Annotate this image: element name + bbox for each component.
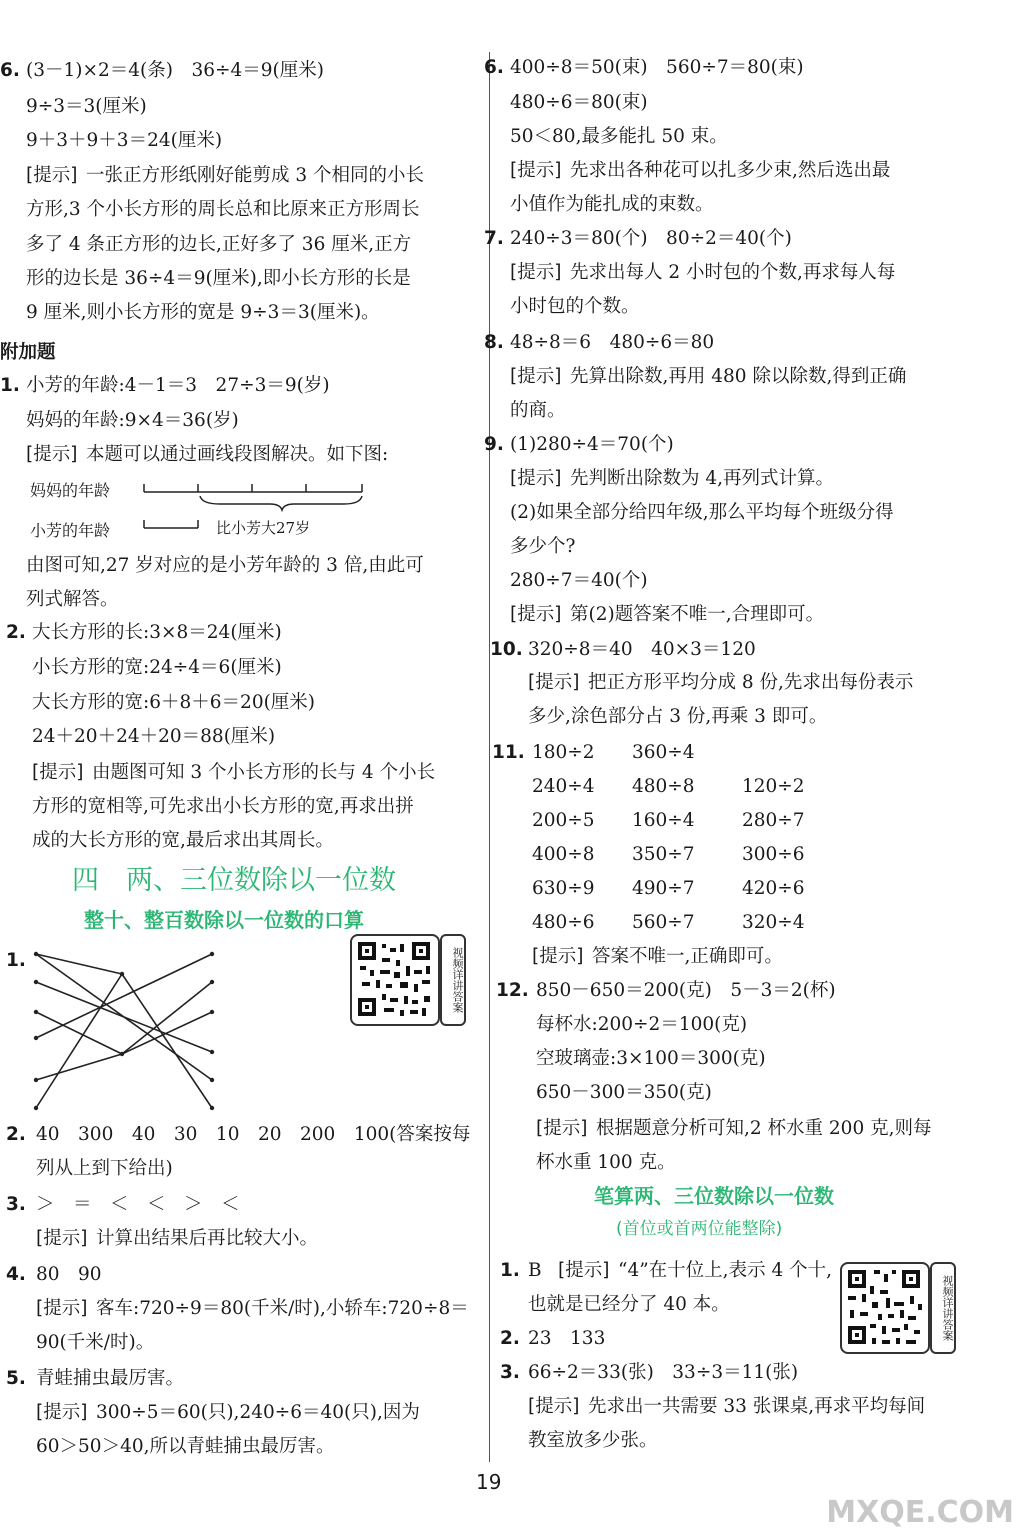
diagram-brace-label: 比小芳大27岁	[216, 519, 311, 537]
hint-line: 教室放多少张。	[528, 1430, 658, 1451]
question-number: 6.	[484, 57, 504, 78]
hint-line: 多少,涂色部分占 3 份,再乘 3 即可。	[528, 706, 828, 727]
answer-line: B	[528, 1260, 542, 1281]
qr-code	[840, 1262, 930, 1354]
answer-line: 小长方形的宽:24÷4＝6(厘米)	[32, 657, 282, 678]
hint-line: 由题图可知 3 个小长方形的长与 4 个小长	[92, 762, 436, 783]
hint-line: “4”在十位上,表示 4 个十,	[618, 1260, 832, 1281]
hint-line: 一张正方形纸刚好能剪成 3 个相同的小长	[86, 165, 425, 186]
hint-line: 90(千米/时)。	[36, 1332, 155, 1353]
hint-line: 方形,3 个小长方形的周长总和比原来正方形周长	[26, 199, 420, 220]
answer-line: 妈妈的年龄:9×4＝36(岁)	[26, 410, 239, 431]
expression-cell: 160÷4	[632, 810, 695, 831]
expression-cell: 350÷7	[632, 844, 695, 865]
answer-line: 列从上到下给出)	[36, 1158, 173, 1179]
answer-line: 小芳的年龄:4－1＝3 27÷3＝9(岁)	[26, 375, 330, 396]
hint-line: 也就是已经分了 40 本。	[528, 1294, 730, 1315]
expression-cell: 480÷8	[632, 776, 695, 797]
answer-line: 240÷3＝80(个) 80÷2＝40(个)	[510, 228, 792, 249]
answer-line: 50＜80,最多能扎 50 束。	[510, 126, 728, 147]
question-number: 11.	[492, 742, 525, 763]
answer-line: 850－650＝200(克) 5－3＝2(杯)	[536, 980, 836, 1001]
hint-tag: [提示]	[26, 165, 78, 186]
question-number: 3.	[6, 1194, 26, 1215]
section-subtitle: (首位或首两位能整除)	[616, 1219, 783, 1239]
question-number: 9.	[484, 434, 504, 455]
question-number: 2.	[500, 1328, 520, 1349]
expression-cell: 180÷2	[532, 742, 595, 763]
answer-line: 650－300＝350(克)	[536, 1082, 712, 1103]
hint-line: 先求出每人 2 小时包的个数,再求每人每	[570, 262, 896, 283]
hint-tag: [提示]	[510, 366, 562, 387]
hint-line: 把正方形平均分成 8 份,先求出每份表示	[588, 672, 914, 693]
question-number: 10.	[490, 639, 523, 660]
answer-line: 66÷2＝33(张) 33÷3＝11(张)	[528, 1362, 799, 1383]
hint-line: 答案不唯一,正确即可。	[592, 946, 783, 967]
answer-line: 320÷8＝40 40×3＝120	[528, 639, 756, 660]
hint-tag: [提示]	[32, 762, 84, 783]
answer-line: 9＋3＋9＋3＝24(厘米)	[26, 130, 223, 151]
question-number: 1.	[500, 1260, 520, 1281]
answer-line: 24＋20＋24＋20＝88(厘米)	[32, 726, 276, 747]
diagram-label-fang: 小芳的年龄	[30, 521, 111, 540]
hint-line: 成的大长方形的宽,最后求出其周长。	[32, 830, 334, 851]
hint-line: 9 厘米,则小长方形的宽是 9÷3＝3(厘米)。	[26, 302, 380, 323]
matching-lines	[30, 946, 220, 1114]
hint-line: 多了 4 条正方形的边长,正好多了 36 厘米,正方	[26, 234, 412, 255]
answer-line: 9÷3＝3(厘米)	[26, 96, 147, 117]
hint-line: 计算出结果后再比较大小。	[96, 1228, 319, 1249]
hint-tag: [提示]	[36, 1298, 88, 1319]
page-number: 19	[476, 1470, 502, 1494]
hint-line: 方形的宽相等,可先求出小长方形的宽,再求出拼	[32, 796, 414, 817]
diagram-label-mom: 妈妈的年龄	[30, 481, 111, 500]
hint-tag: [提示]	[532, 946, 584, 967]
expression-cell: 280÷7	[742, 810, 805, 831]
expression-cell: 560÷7	[632, 912, 695, 933]
answer-line: (1)280÷4＝70(个)	[510, 434, 674, 455]
hint-tag: [提示]	[510, 160, 562, 181]
question-number: 1.	[0, 375, 20, 396]
answer-line: (2)如果全部分给四年级,那么平均每个班级分得	[510, 502, 894, 523]
hint-tag: [提示]	[26, 444, 78, 465]
question-number: 12.	[496, 980, 529, 1001]
expression-cell: 120÷2	[742, 776, 805, 797]
unit-title: 四 两、三位数除以一位数	[72, 865, 396, 896]
answer-line: 23 133	[528, 1328, 606, 1349]
hint-line: 300÷5＝60(只),240÷6＝40(只),因为	[96, 1402, 420, 1423]
expression-cell: 420÷6	[742, 878, 805, 899]
hint-line: 小值作为能扎成的束数。	[510, 194, 714, 215]
hint-tag: [提示]	[528, 672, 580, 693]
hint-line: 小时包的个数。	[510, 296, 640, 317]
expression-cell: 480÷6	[532, 912, 595, 933]
question-number: 1.	[6, 950, 26, 971]
answer-line: 青蛙捕虫最厉害。	[36, 1368, 185, 1389]
question-number: 2.	[6, 622, 26, 643]
question-number: 3.	[500, 1362, 520, 1383]
hint-line: 的商。	[510, 400, 566, 421]
answer-line: 空玻璃壶:3×100＝300(克)	[536, 1048, 766, 1069]
hint-tag: [提示]	[558, 1260, 610, 1281]
hint-line: 先求出各种花可以扎多少束,然后选出最	[570, 160, 891, 181]
hint-line: 本题可以通过画线段图解决。如下图:	[86, 444, 389, 465]
hint-line: 列式解答。	[26, 589, 119, 610]
hint-line: 先求出一共需要 33 张课桌,再求平均每间	[588, 1396, 926, 1417]
expression-cell: 240÷4	[532, 776, 595, 797]
qr-pattern	[352, 936, 438, 1024]
hint-tag: [提示]	[510, 468, 562, 489]
question-number: 4.	[6, 1264, 26, 1285]
section-subtitle: 整十、整百数除以一位数的口算	[84, 908, 364, 932]
hint-line: 杯水重 100 克。	[536, 1152, 676, 1173]
answer-line: 48÷8＝6 480÷6＝80	[510, 332, 715, 353]
expression-cell: 320÷4	[742, 912, 805, 933]
expression-cell: 300÷6	[742, 844, 805, 865]
watermark: MXQE.COM	[826, 1495, 1014, 1530]
hint-line: 60＞50＞40,所以青蛙捕虫最厉害。	[36, 1436, 335, 1457]
answer-line: 40 300 40 30 10 20 200 100(答案按每	[36, 1124, 471, 1145]
answer-line: 每杯水:200÷2＝100(克)	[536, 1014, 748, 1035]
expression-cell: 490÷7	[632, 878, 695, 899]
hint-line: 客车:720÷9＝80(千米/时),小轿车:720÷8＝	[96, 1298, 469, 1319]
answer-line: 400÷8＝50(束) 560÷7＝80(束)	[510, 57, 804, 78]
answer-line: 多少个?	[510, 536, 576, 557]
expression-cell: 400÷8	[532, 844, 595, 865]
hint-line: 先算出除数,再用 480 除以除数,得到正确	[570, 366, 907, 387]
question-number: 5.	[6, 1368, 26, 1389]
answer-line: (3－1)×2＝4(条) 36÷4＝9(厘米)	[26, 60, 324, 81]
qr-label: 视频详讲答案	[930, 1262, 956, 1354]
qr-pattern	[842, 1264, 928, 1352]
question-number: 6.	[0, 60, 20, 81]
expression-cell: 630÷9	[532, 878, 595, 899]
question-number: 7.	[484, 228, 504, 249]
hint-line: 第(2)题答案不唯一,合理即可。	[570, 604, 825, 625]
hint-tag: [提示]	[510, 262, 562, 283]
hint-tag: [提示]	[510, 604, 562, 625]
qr-label: 视频详讲答案	[440, 934, 466, 1026]
answer-line: 80 90	[36, 1264, 102, 1285]
answer-line: 480÷6＝80(束)	[510, 92, 648, 113]
answer-line: 大长方形的长:3×8＝24(厘米)	[32, 622, 282, 643]
hint-line: 先判断出除数为 4,再列式计算。	[570, 468, 835, 489]
answer-line: 280÷7＝40(个)	[510, 570, 648, 591]
hint-tag: [提示]	[536, 1118, 588, 1139]
hint-line: 形的边长是 36÷4＝9(厘米),即小长方形的长是	[26, 268, 411, 289]
question-number: 2.	[6, 1124, 26, 1145]
hint-line: 由图可知,27 岁对应的是小芳年龄的 3 倍,由此可	[26, 555, 424, 576]
answer-line: ＞ ＝ ＜ ＜ ＞ ＜	[36, 1194, 240, 1215]
expression-cell: 200÷5	[532, 810, 595, 831]
column-divider	[489, 52, 490, 1462]
answer-line: 大长方形的宽:6＋8＋6＝20(厘米)	[32, 692, 316, 713]
hint-tag: [提示]	[36, 1402, 88, 1423]
question-number: 8.	[484, 332, 504, 353]
section-title: 笔算两、三位数除以一位数	[594, 1184, 834, 1208]
hint-tag: [提示]	[36, 1228, 88, 1249]
expression-cell: 360÷4	[632, 742, 695, 763]
hint-line: 根据题意分析可知,2 杯水重 200 克,则每	[596, 1118, 932, 1139]
bonus-title: 附加题	[0, 342, 56, 363]
hint-tag: [提示]	[528, 1396, 580, 1417]
qr-code	[350, 934, 440, 1026]
